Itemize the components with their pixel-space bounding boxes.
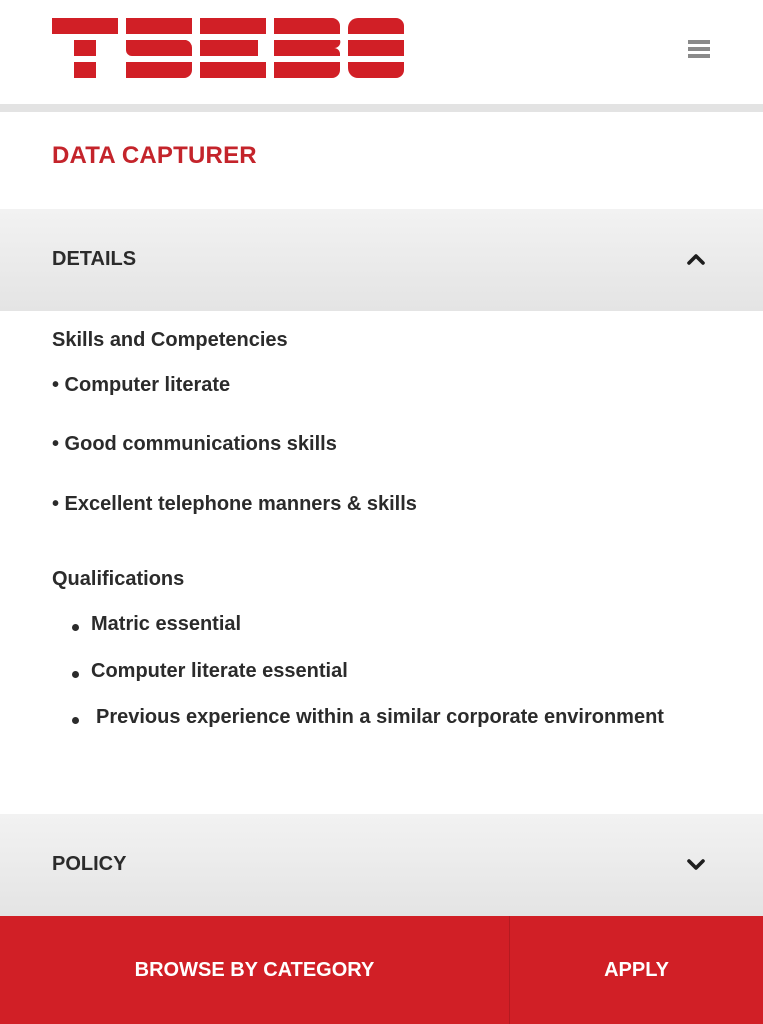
chevron-down-icon bbox=[686, 854, 706, 874]
skill-item: • Good communications skills bbox=[52, 433, 337, 455]
tsebo-logo[interactable] bbox=[52, 18, 404, 78]
qualification-item: Matric essential bbox=[91, 613, 242, 635]
bullet-icon bbox=[72, 717, 79, 724]
menu-bar bbox=[688, 40, 710, 44]
skills-heading: Skills and Competencies bbox=[52, 329, 288, 351]
qualification-item: Computer literate essential bbox=[91, 660, 348, 682]
bottom-action-bar bbox=[0, 916, 763, 1024]
skill-item: • Excellent telephone manners & skills bbox=[52, 493, 417, 515]
menu-bar bbox=[688, 54, 710, 58]
apply-button[interactable]: APPLY bbox=[604, 958, 669, 981]
browse-by-category-button[interactable]: BROWSE BY CATEGORY bbox=[134, 958, 375, 981]
qualification-item: Previous experience within a similar corporate environment bbox=[96, 706, 664, 728]
site-header bbox=[0, 0, 763, 104]
job-title: DATA CAPTURER bbox=[52, 142, 257, 169]
hamburger-menu-icon[interactable] bbox=[686, 38, 714, 60]
bullet-icon bbox=[72, 624, 79, 631]
header-divider bbox=[0, 104, 763, 112]
qualifications-heading: Qualifications bbox=[52, 568, 185, 590]
policy-label: POLICY bbox=[52, 853, 127, 875]
policy-accordion-header[interactable] bbox=[0, 814, 763, 916]
details-label: DETAILS bbox=[52, 248, 137, 270]
details-accordion-header[interactable] bbox=[0, 209, 763, 311]
chevron-up-icon bbox=[686, 249, 706, 269]
menu-bar bbox=[688, 47, 710, 51]
bullet-icon bbox=[72, 671, 79, 678]
skill-item: • Computer literate bbox=[52, 374, 231, 396]
